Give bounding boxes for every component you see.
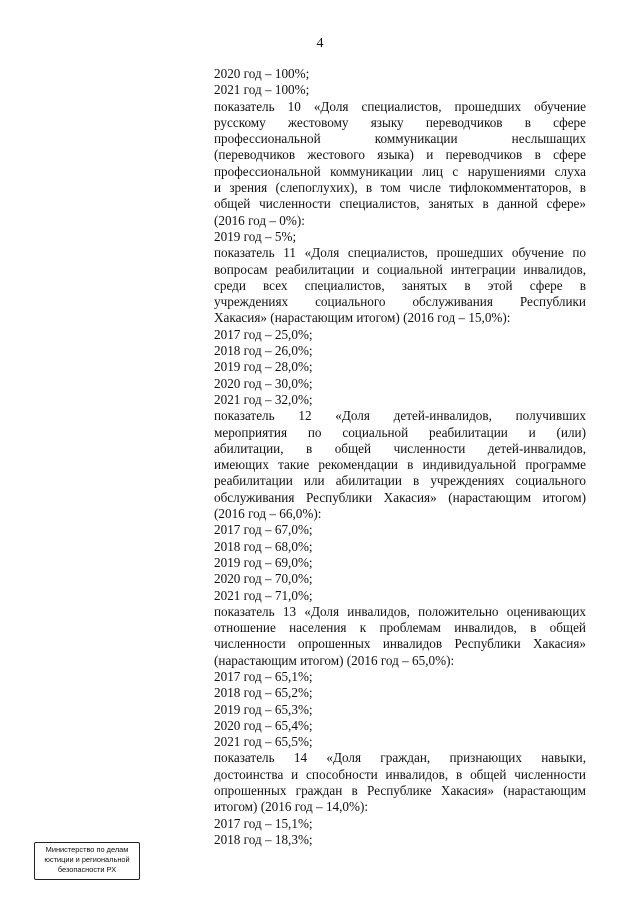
text-line: численности опрошенных инвалидов Республики Хакасия» — [214, 636, 586, 652]
text-line: 2021 год – 100%; — [214, 82, 310, 98]
stamp-line: юстиции и региональной — [44, 855, 130, 864]
text-line: 2018 год – 26,0%; — [214, 343, 313, 359]
text-line: показатель 11 «Доля специалистов, прошедших обучение по — [214, 245, 586, 261]
text-line: показатель 12 «Доля детей-инвалидов, получивших — [214, 408, 586, 424]
page-number: 4 — [316, 36, 324, 51]
text-line: (2016 год – 66,0%): — [214, 506, 322, 522]
text-line: достоинства и способности инвалидов, в общей численности — [214, 766, 586, 782]
text-line: (переводчиков жестового языка) и переводчиков в сфере — [214, 147, 586, 163]
text-line: 2019 год – 69,0%; — [214, 554, 313, 570]
text-line: мероприятия по социальной реабилитации и (или) — [214, 424, 586, 440]
ministry-stamp — [34, 842, 140, 880]
text-line: 2018 год – 18,3%; — [214, 831, 313, 847]
text-line: 2021 год – 71,0%; — [214, 587, 313, 603]
text-line: 2021 год – 32,0%; — [214, 391, 313, 407]
text-line: абилитации, в общей численности детей-инвалидов, — [214, 440, 586, 456]
text-line: отношение населения к проблемам инвалидов, в общей — [214, 620, 586, 636]
text-line: 2020 год – 100%; — [214, 66, 310, 81]
text-line: показатель 14 «Доля граждан, признающих навыки, — [214, 750, 586, 766]
text-line: (2016 год – 0%): — [214, 212, 305, 228]
text-line: реабилитации или абилитации в учреждениях социального — [214, 473, 586, 489]
text-line: 2018 год – 68,0%; — [214, 538, 313, 554]
text-line: и зрения (слепоглухих), в том числе тифлокомментаторов, в — [214, 180, 586, 196]
text-line: обслуживания Республики Хакасия» (нарастающим итогом) — [214, 489, 586, 505]
text-line: 2019 год – 28,0%; — [214, 359, 313, 375]
text-line: (нарастающим итогом) (2016 год – 65,0%): — [214, 652, 455, 668]
text-line: показатель 10 «Доля специалистов, прошедших обучение — [214, 98, 586, 114]
text-line: имеющих такие рекомендации в индивидуальной программе — [214, 457, 586, 473]
text-line: профессиональной коммуникации неслышащих — [214, 131, 586, 147]
text-line: 2017 год – 67,0%; — [214, 522, 313, 538]
text-line: русскому жестовому языку переводчиков в сфере — [214, 114, 586, 130]
text-line: опрошенных граждан в Республике Хакасия» (нарастающим — [214, 783, 586, 799]
text-line: 2021 год – 65,5%; — [214, 734, 313, 750]
text-line: 2017 год – 15,1%; — [214, 815, 313, 831]
text-line: учреждениях социального обслуживания Республики — [214, 294, 586, 310]
text-line: показатель 13 «Доля инвалидов, положительно оценивающих — [214, 603, 586, 619]
text-line: 2020 год – 30,0%; — [214, 375, 313, 391]
text-line: среди всех специалистов, занятых в этой сфере в — [214, 277, 586, 293]
stamp-line: безопасности РХ — [57, 865, 117, 874]
text-line: 2018 год – 65,2%; — [214, 685, 313, 701]
text-line: 2020 год – 70,0%; — [214, 571, 313, 587]
text-line: Хакасия» (нарастающим итогом) (2016 год – 15,0%): — [214, 310, 511, 326]
text-line: профессиональной коммуникации лиц с нарушениями слуха — [214, 163, 586, 179]
text-line: итогом) (2016 год – 14,0%): — [214, 799, 369, 815]
text-line: 2019 год – 5%; — [214, 228, 297, 244]
document-body — [214, 66, 586, 848]
text-line: 2019 год – 65,3%; — [214, 701, 313, 717]
text-line: 2017 год – 25,0%; — [214, 326, 313, 342]
stamp-line: Министерство по делам — [45, 845, 129, 854]
text-line: общей численности специалистов, занятых в данной сфере» — [214, 196, 586, 212]
text-line: 2017 год – 65,1%; — [214, 668, 313, 684]
text-line: вопросам реабилитации и социальной интеграции инвалидов, — [214, 261, 586, 277]
text-line: 2020 год – 65,4%; — [214, 717, 313, 733]
